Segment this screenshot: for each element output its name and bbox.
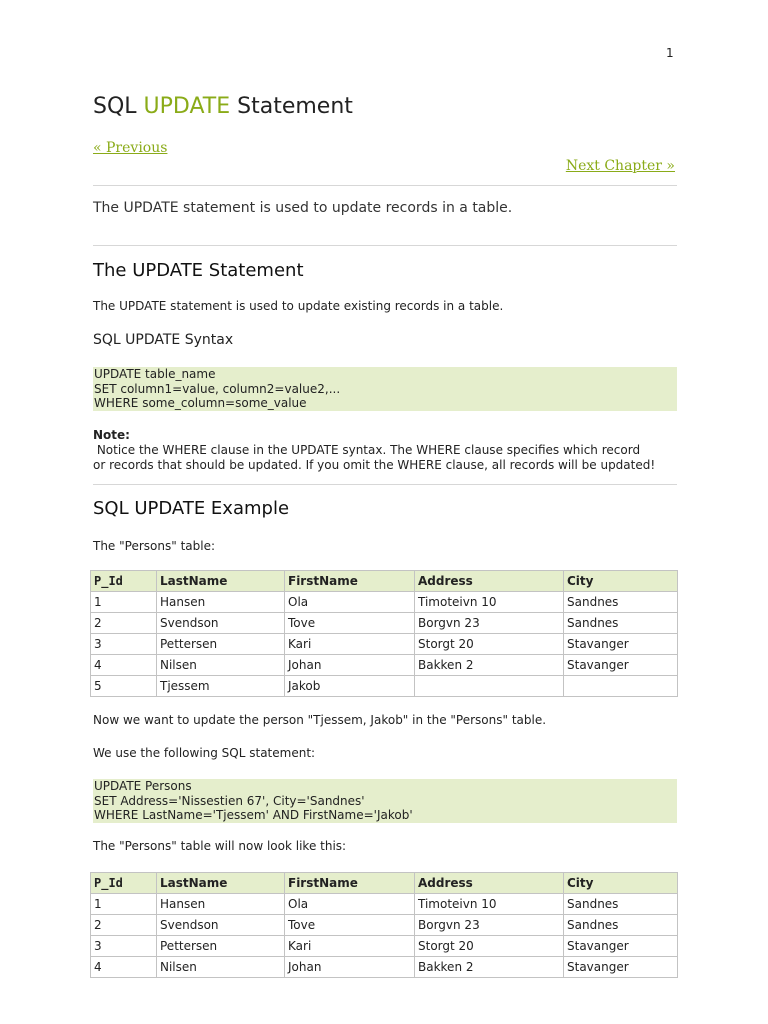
table-cell: Sandnes (564, 613, 678, 634)
section-text: The UPDATE statement is used to update existing records in a table. (93, 299, 504, 313)
table-cell: Nilsen (157, 655, 285, 676)
table-cell (415, 676, 564, 697)
table-cell: Ola (285, 592, 415, 613)
table-cell: 3 (91, 936, 157, 957)
table-cell: 5 (91, 676, 157, 697)
table-cell: Pettersen (157, 634, 285, 655)
table-row (91, 957, 678, 978)
table-cell: Pettersen (157, 936, 285, 957)
table-cell: Tove (285, 613, 415, 634)
table-row (91, 894, 678, 915)
table-cell: Kari (285, 634, 415, 655)
note-paragraph (93, 428, 677, 473)
code-line: SET column1=value, column2=value2,... (94, 381, 341, 396)
column-header: City (564, 571, 678, 592)
table-cell: Kari (285, 936, 415, 957)
section-heading-update-example: SQL UPDATE Example (93, 498, 290, 519)
table-cell: Sandnes (564, 592, 678, 613)
updated-persons-table (90, 872, 678, 978)
note-label: Note: (93, 428, 130, 442)
table-cell: Bakken 2 (415, 655, 564, 676)
table-cell: Timoteivn 10 (415, 894, 564, 915)
syntax-heading: SQL UPDATE Syntax (93, 332, 234, 348)
table-cell: 3 (91, 634, 157, 655)
table-cell: Sandnes (564, 915, 678, 936)
table-cell: Hansen (157, 894, 285, 915)
table-cell: Stavanger (564, 936, 678, 957)
column-header: FirstName (285, 873, 415, 894)
table-header-row (91, 873, 678, 894)
code-line: WHERE some_column=some_value (94, 396, 307, 410)
table-cell: Svendson (157, 915, 285, 936)
column-header: LastName (157, 873, 285, 894)
divider (93, 245, 677, 246)
table-row (91, 655, 678, 676)
table-body (91, 592, 678, 697)
title-accent: UPDATE (143, 94, 231, 119)
table-cell: Timoteivn 10 (415, 592, 564, 613)
next-chapter-link[interactable]: Next Chapter » (565, 158, 675, 174)
sql-code-block (93, 779, 677, 823)
syntax-code-block (93, 367, 677, 411)
divider (93, 185, 677, 186)
table-cell: Jakob (285, 676, 415, 697)
table-cell: Sandnes (564, 894, 678, 915)
divider (93, 484, 677, 485)
table-cell: Stavanger (564, 634, 678, 655)
column-header: P_Id (91, 873, 157, 894)
table-body (91, 894, 678, 978)
table-row (91, 613, 678, 634)
table-cell: Storgt 20 (415, 634, 564, 655)
update-text: Now we want to update the person "Tjessem, Jakob" in the "Persons" table. (93, 713, 547, 727)
table-cell: Johan (285, 655, 415, 676)
page-title (93, 94, 353, 119)
table-cell (564, 676, 678, 697)
table-cell: Stavanger (564, 957, 678, 978)
intro-text: The UPDATE statement is used to update records in a table. (93, 200, 513, 216)
table-row (91, 915, 678, 936)
table-cell: 2 (91, 915, 157, 936)
table-cell: Svendson (157, 613, 285, 634)
note-text-line: Notice the WHERE clause in the UPDATE syntax. The WHERE clause specifies which record (93, 443, 641, 457)
table-row (91, 592, 678, 613)
table-cell: Hansen (157, 592, 285, 613)
page-number: 1 (666, 46, 674, 60)
table-cell: Tove (285, 915, 415, 936)
table-cell: Tjessem (157, 676, 285, 697)
table-cell: Storgt 20 (415, 936, 564, 957)
table-cell: 4 (91, 957, 157, 978)
column-header: City (564, 873, 678, 894)
table-intro-text: The "Persons" table: (93, 539, 215, 553)
table-cell: 1 (91, 592, 157, 613)
code-line: WHERE LastName='Tjessem' AND FirstName='Jakob' (94, 808, 413, 822)
table-cell: Borgvn 23 (415, 915, 564, 936)
table-row (91, 936, 678, 957)
code-line: UPDATE table_name (94, 367, 216, 381)
table-row (91, 676, 678, 697)
table-header-row (91, 571, 678, 592)
column-header: FirstName (285, 571, 415, 592)
table-cell: Stavanger (564, 655, 678, 676)
table-cell: 4 (91, 655, 157, 676)
column-header: LastName (157, 571, 285, 592)
table-cell: Ola (285, 894, 415, 915)
title-prefix: SQL (93, 94, 144, 119)
table-cell: Johan (285, 957, 415, 978)
note-text-line: or records that should be updated. If you omit the WHERE clause, all records will be updated! (93, 458, 656, 472)
title-suffix: Statement (230, 94, 353, 119)
column-header: Address (415, 571, 564, 592)
code-line: SET Address='Nissestien 67', City='Sandnes' (94, 793, 365, 808)
column-header: P_Id (91, 571, 157, 592)
code-line: UPDATE Persons (94, 779, 192, 793)
column-header: Address (415, 873, 564, 894)
table-cell: 2 (91, 613, 157, 634)
table-cell: Nilsen (157, 957, 285, 978)
table-cell: Borgvn 23 (415, 613, 564, 634)
table-cell: Bakken 2 (415, 957, 564, 978)
section-heading-update-statement: The UPDATE Statement (93, 260, 304, 281)
table-cell: 1 (91, 894, 157, 915)
previous-link[interactable]: « Previous (93, 140, 168, 156)
result-text: The "Persons" table will now look like this: (93, 839, 347, 853)
persons-table (90, 570, 678, 697)
table-row (91, 634, 678, 655)
statement-text: We use the following SQL statement: (93, 746, 316, 760)
